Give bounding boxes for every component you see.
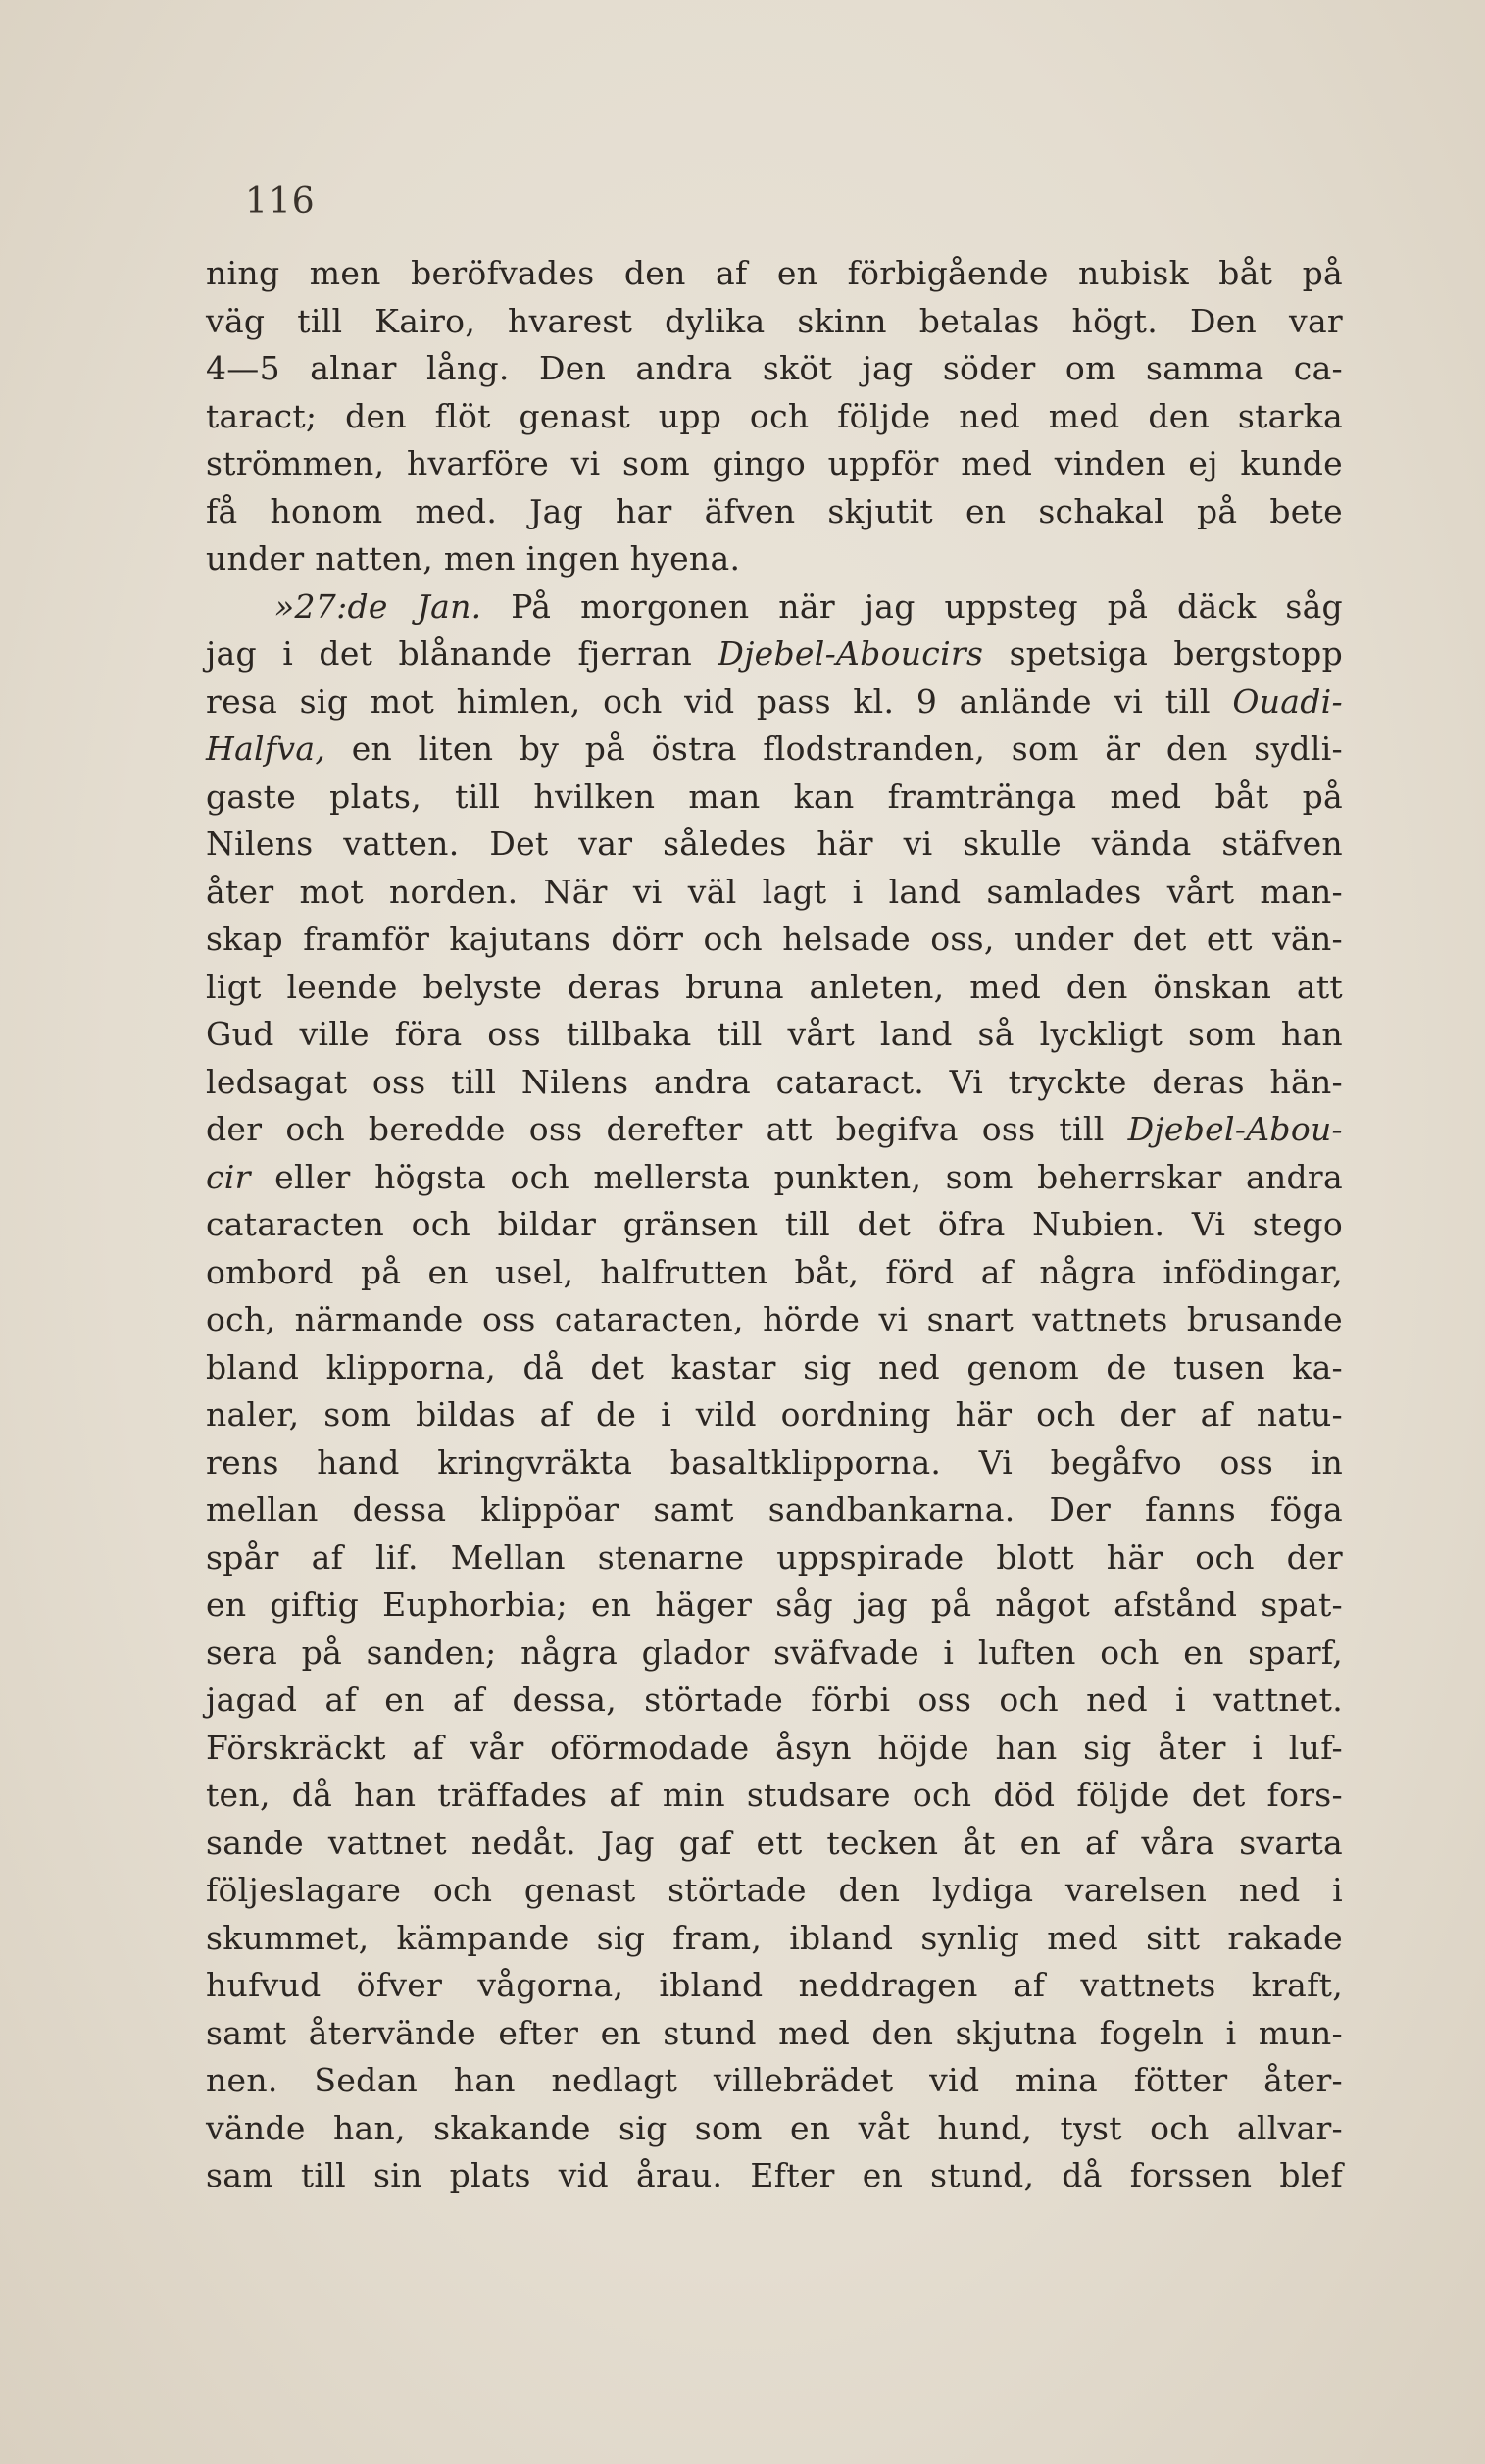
text-line	[206, 1486, 1343, 1534]
text-line	[206, 1772, 1343, 1820]
text-segment: skummet, kämpande sig fram, ibland synlig med sitt rakade	[206, 1918, 1343, 1957]
text-line	[206, 1534, 1343, 1583]
text-line	[206, 964, 1343, 1012]
text-line	[206, 1867, 1343, 1915]
text-segment: jag i det blånande fjerran	[206, 634, 718, 673]
text-line	[206, 1725, 1343, 1773]
text-segment: sera på sanden; några glador sväfvade i luften och en sparf,	[206, 1633, 1343, 1672]
text-segment: 4—5 alnar lång. Den andra sköt jag söder om samma ca-	[206, 349, 1343, 387]
text-segment: en giftig Euphorbia; en häger såg jag på något afstånd spat-	[206, 1585, 1343, 1624]
italic-text: Djebel-Aboucirs	[718, 634, 984, 673]
text-segment: ledsagat oss till Nilens andra cataract. Vi tryckte deras hän-	[206, 1062, 1343, 1101]
text-segment: På morgonen när jag uppsteg på däck såg	[481, 586, 1343, 626]
text-segment: ten, då han träffades af min studsare och död följde det fors-	[206, 1776, 1343, 1814]
text-segment: cataracten och bildar gränsen till det öfra Nubien. Vi stego	[206, 1205, 1343, 1243]
text-line	[206, 1391, 1343, 1439]
text-line	[206, 1201, 1343, 1249]
text-line	[206, 250, 1343, 298]
text-line	[206, 1106, 1343, 1154]
text-line	[206, 869, 1343, 917]
text-segment: åter mot norden. När vi väl lagt i land samlades vårt man-	[206, 872, 1343, 911]
text-segment: Förskräckt af vår oförmodade åsyn höjde han sig åter i luf-	[206, 1728, 1343, 1767]
text-line	[206, 1915, 1343, 1963]
text-segment: rens hand kringvräkta basaltklipporna. Vi begåfvo oss in	[206, 1442, 1343, 1482]
text-line	[206, 630, 1343, 679]
text-segment: samt återvände efter en stund med den skjutna fogeln i mun-	[206, 2013, 1343, 2052]
text-segment: mellan dessa klippöar samt sandbankarna. Der fanns föga	[206, 1490, 1343, 1529]
text-segment: vände han, skakande sig som en våt hund, tyst och allvar-	[206, 2108, 1343, 2147]
text-segment: eller högsta och mellersta punkten, som beherrskar andra	[250, 1157, 1343, 1196]
text-line	[206, 1154, 1343, 1202]
text-line	[206, 1296, 1343, 1344]
text-line	[206, 440, 1343, 488]
text-line	[206, 1011, 1343, 1059]
text-segment: väg till Kairo, hvarest dylika skinn betalas högt. Den var	[206, 301, 1343, 340]
text-segment: nen. Sedan han nedlagt villebrädet vid mina fötter åter-	[206, 2061, 1343, 2099]
italic-text: Djebel-Abou-	[1127, 1110, 1343, 1148]
text-line	[206, 916, 1343, 964]
text-line	[206, 345, 1343, 393]
text-segment: skap framför kajutans dörr och helsade oss, under det ett vän-	[206, 920, 1343, 958]
text-segment: Nilens vatten. Det var således här vi skulle vända stäfven	[206, 825, 1343, 863]
text-line	[206, 2152, 1343, 2200]
text-segment: spetsiga bergstopp	[983, 634, 1343, 673]
text-segment: en liten by på östra flodstranden, som är den sydli-	[325, 729, 1343, 768]
text-segment: Gud ville föra oss tillbaka till vårt land så lyckligt som han	[206, 1015, 1343, 1053]
text-segment: naler, som bildas af de i vild oordning här och der af natu-	[206, 1395, 1343, 1433]
page-number: 116	[245, 181, 316, 222]
text-line	[206, 2057, 1343, 2105]
text-segment: ligt leende belyste deras bruna anleten, med den önskan att	[206, 967, 1343, 1006]
text-line	[206, 2105, 1343, 2153]
text-line	[206, 1962, 1343, 2010]
text-segment: bland klipporna, då det kastar sig ned genom de tusen ka-	[206, 1347, 1343, 1386]
text-line	[206, 726, 1343, 774]
text-line	[206, 393, 1343, 441]
text-line	[206, 298, 1343, 346]
text-line	[206, 774, 1343, 822]
text-line	[206, 1249, 1343, 1297]
text-line	[206, 1630, 1343, 1678]
text-line	[206, 1677, 1343, 1725]
text-segment: gaste plats, till hvilken man kan framtränga med båt på	[206, 777, 1343, 816]
text-line	[206, 488, 1343, 536]
text-line	[206, 2010, 1343, 2058]
text-line	[206, 1820, 1343, 1868]
italic-text: Halfva,	[206, 729, 326, 768]
text-line	[206, 583, 1343, 631]
text-segment: och, närmande oss cataracten, hörde vi snart vattnets brusande	[206, 1300, 1343, 1338]
body-text	[206, 250, 1343, 2200]
text-segment: få honom med. Jag har äfven skjutit en schakal på bete	[206, 491, 1343, 530]
text-segment: taract; den flöt genast upp och följde ned med den starka	[206, 396, 1343, 435]
italic-text: Ouadi-	[1232, 681, 1343, 721]
text-segment: under natten, men ingen hyena.	[206, 539, 741, 578]
italic-text: »27:de Jan.	[274, 586, 482, 626]
text-segment: der och beredde oss derefter att begifva oss till	[206, 1110, 1128, 1148]
text-segment: ombord på en usel, halfrutten båt, förd af några infödingar,	[206, 1252, 1343, 1291]
text-segment: hufvud öfver vågorna, ibland neddragen af vattnets kraft,	[206, 1966, 1343, 2004]
text-segment: sam till sin plats vid årau. Efter en stund, då forssen blef	[206, 2156, 1343, 2194]
text-line	[206, 1439, 1343, 1487]
text-segment: följeslagare och genast störtade den lydiga varelsen ned i	[206, 1871, 1343, 1909]
text-line	[206, 1582, 1343, 1630]
text-line	[206, 535, 1343, 583]
italic-text: cir	[206, 1157, 251, 1196]
text-line	[206, 821, 1343, 869]
text-segment: sande vattnet nedåt. Jag gaf ett tecken åt en af våra svarta	[206, 1823, 1343, 1862]
text-line	[206, 679, 1343, 727]
text-line	[206, 1344, 1343, 1392]
text-line	[206, 1059, 1343, 1107]
text-segment: ning men beröfvades den af en förbigående nubisk båt på	[206, 254, 1343, 292]
text-segment: resa sig mot himlen, och vid pass kl. 9 anlände vi till	[206, 681, 1233, 721]
text-segment: spår af lif. Mellan stenarne uppspirade blott här och der	[206, 1537, 1343, 1577]
text-segment: jagad af en af dessa, störtade förbi oss och ned i vattnet.	[206, 1681, 1343, 1719]
text-segment: strömmen, hvarföre vi som gingo uppför med vinden ej kunde	[206, 444, 1343, 482]
